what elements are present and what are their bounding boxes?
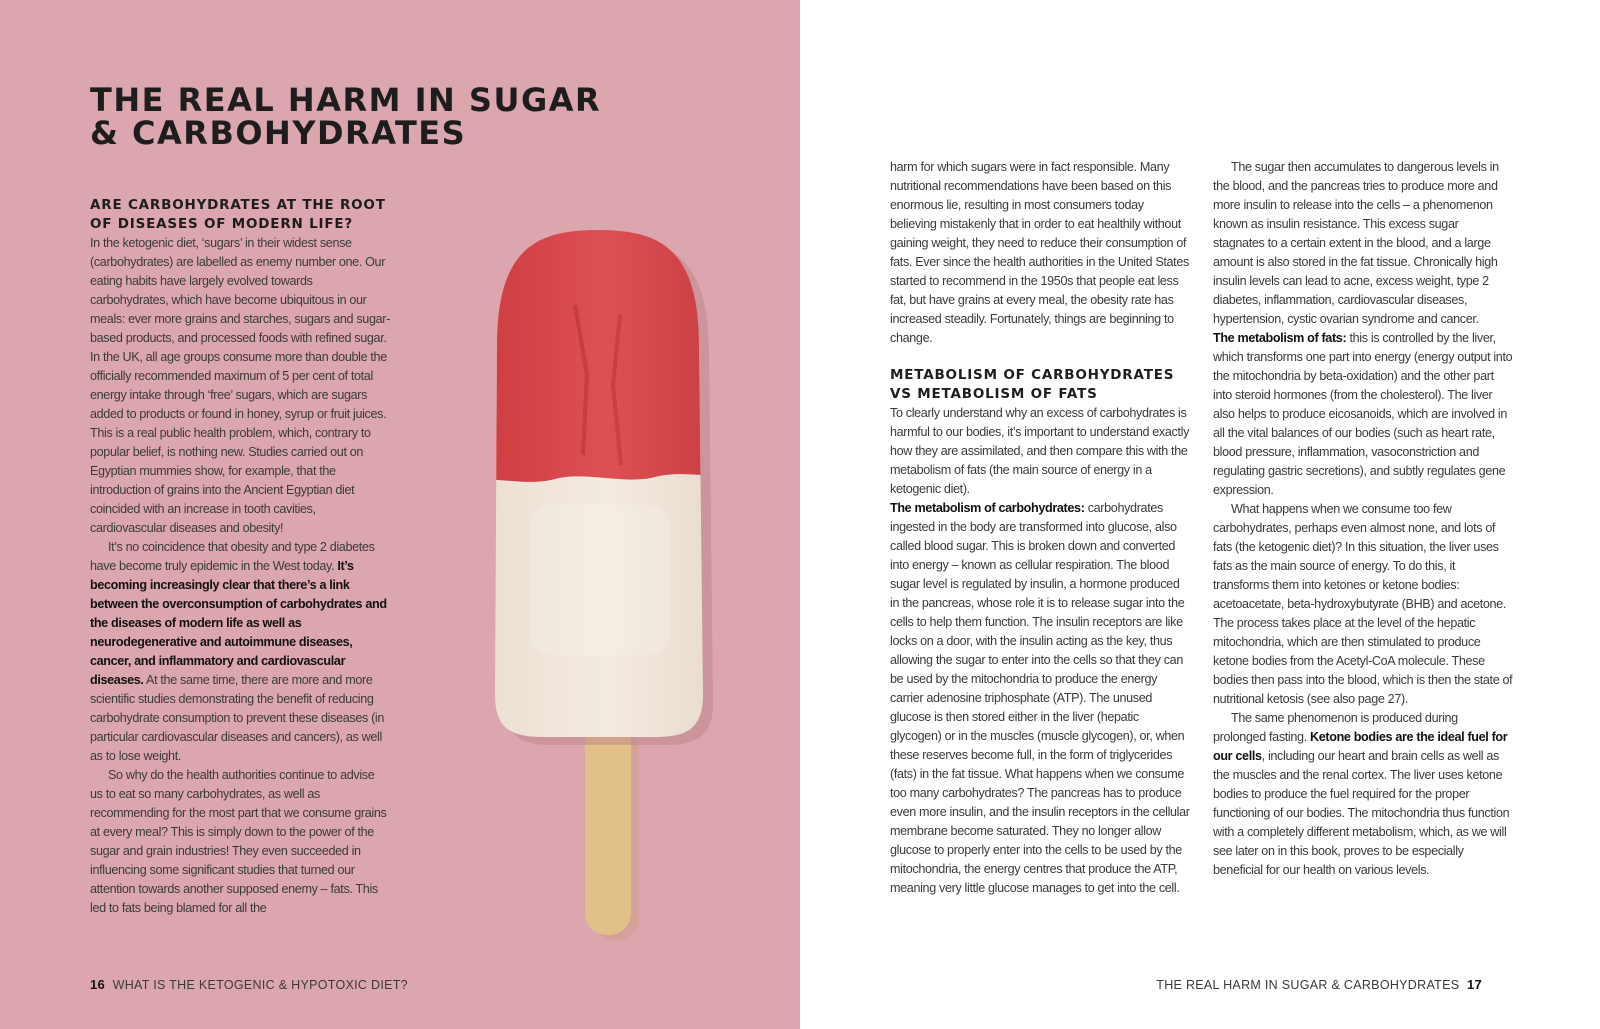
paragraph-text: It’s no coincidence that obesity and type 2 diabetes have become truly epidemic in the West today. [90,540,375,573]
bold-emphasis: The metabolism of fats: [1213,331,1347,345]
left-text-column [90,196,390,918]
section-subhead-metabolism: METABOLISM OF CARBOHYDRATES VS METABOLISM OF FATS [890,367,1175,402]
paragraph [90,538,390,766]
title-line-2: & CARBOHYDRATES [90,114,467,152]
paragraph [890,499,1190,898]
page-number-right: 17 [1466,977,1482,992]
section-subhead-carbohydrates-root: ARE CARBOHYDRATES AT THE ROOT OF DISEASES OF MODERN LIFE? [90,197,386,232]
paragraph-text: The same phenomenon is produced during prolonged fasting. [1213,711,1458,744]
running-head-right: THE REAL HARM IN SUGAR & CARBOHYDRATES [1156,978,1460,992]
bold-emphasis: The metabolism of carbohydrates: [890,501,1085,515]
footer-right [1156,977,1482,992]
paragraph: So why do the health authorities continue to advise us to eat so many carbohydrates, as well as recommending for the most part that we consume grains at every meal? This is simply down to the power of the sugar and grain industries! They even succeeded in influencing some significant studies that turned our attention towards another supposed enemy – fats. This led to fats being blamed for all the [90,768,387,915]
bold-emphasis: Ketone bodies are the ideal fuel for our cells [1213,730,1508,763]
paragraph: To clearly understand why an excess of carbohydrates is harmful to our bodies, it’s important to understand exactly how they are assimilated, and then compare this with the metabolism of fats (the main source of energy in a ketogenic diet). [890,406,1190,496]
paragraph: harm for which sugars were in fact responsible. Many nutritional recommendations have been based on this enormous lie, resulting in most consumers today believing mistakenly that in order to eat healthily without gaining weight, they need to reduce their consumption of fats. Ever since the health authorities in the United States started to recommend in the 1950s that people eat less fat, but have grains at every meal, the obesity rate has increased steadily. Fortunately, things are beginning to change. [890,160,1189,345]
popsicle-icon [455,225,755,965]
page-number-left: 16 [90,977,106,992]
paragraph: In the ketogenic diet, ‘sugars’ in their widest sense (carbohydrates) are labelled as enemy number one. Our eating habits have largely evolved towards carbohydrates, which have become ubiquitous in our meals: ever more grains and starches, sugars and sugar-based products, and processed foods with refined sugar. In the UK, all age groups consume more than double the officially recommended maximum of 5 per cent of total energy intake through ‘free’ sugars, which are sugars added to products or found in honey, syrup or fruit juices. This is a real public health problem, which, contrary to popular belief, is nothing new. Studies carried out on Egyptian mummies show, for example, that the introduction of grains into the Ancient Egyptian diet coincided with an increase in tooth cavities, cardiovascular diseases and obesity! [90,236,390,535]
running-head-left: WHAT IS THE KETOGENIC & HYPOTOXIC DIET? [112,978,408,992]
title-line-1: THE REAL HARM IN SUGAR [90,81,602,119]
paragraph [1213,329,1513,500]
footer-left [90,977,408,992]
paragraph: The sugar then accumulates to dangerous levels in the blood, and the pancreas tries to produce more and more insulin to release into the cells – a phenomenon known as insulin resistance. This excess sugar stagnates to a certain extent in the blood, and a large amount is also stored in the fat tissue. Chronically high insulin levels can lead to acne, excess weight, type 2 diabetes, inflammation, cardiovascular diseases, hypertension, cystic ovarian syndrome and cancer. [1213,160,1499,326]
middle-text-column [890,158,1190,898]
paragraph-text: , including our heart and brain cells as well as the muscles and the renal cortex. The liver uses ketone bodies to produce the fuel required for the proper functioning of our bodies. The mitochondria thus function with a completely different metabolism, which, as we will see later on in this book, proves to be especially beneficial for our health on various levels. [1213,749,1510,877]
paragraph-text: carbohydrates ingested in the body are transformed into glucose, also called blood sugar. This is broken down and converted into energy – known as cellular respiration. The blood sugar level is regulated by insulin, a hormone produced in the pancreas, whose role it is to release sugar into the cells to help them function. The insulin receptors are like locks on a door, with the insulin acting as the key, thus allowing the sugar to enter into the cells so that they can be used by the mitochondria to produce the energy carrier adenosine triphosphate (ATP). The unused glucose is then stored either in the liver (hepatic glycogen) or in the muscles (muscle glycogen), or, when these reserves become full, in the form of triglycerides (fats) in the fat tissue. What happens when we consume too many carbohydrates? The pancreas has to produce even more insulin, and the insulin receptors in the cellular membrane become saturated. They no longer allow glucose to properly enter into the cells to be used by the mitochondria, the energy centres that produce the ATP, meaning very little glucose manages to get into the cell. [890,501,1190,895]
right-text-column [1213,158,1513,880]
bold-emphasis: It’s becoming increasingly clear that there’s a link between the overconsumption of carbohydrates and the diseases of modern life as well as neurodegenerative and autoimmune diseases, cancer, and inflammatory and cardiovascular diseases. [90,559,387,687]
page-title [90,81,602,152]
paragraph [1213,709,1513,880]
paragraph: What happens when we consume too few carbohydrates, perhaps even almost none, and lots of fats (the ketogenic diet)? In this situation, the liver uses fats as the main source of energy. To do this, it transforms them into ketones or ketone bodies: acetoacetate, beta-hydroxybutyrate (BHB) and acetone. The process takes place at the level of the hepatic mitochondria, which are then stimulated to produce ketone bodies from the Acetyl-CoA molecule. These bodies then pass into the blood, which is then the state of nutritional ketosis (see also page 27). [1213,502,1513,706]
paragraph-text: this is controlled by the liver, which transforms one part into energy (energy output into the mitochondria by beta-oxidation) and the other part into steroid hormones (from the cholesterol). The liver also helps to produce eicosanoids, which are involved in all the vital balances of our bodies (such as heart rate, blood pressure, inflammation, vasoconstriction and regulating gastric secretions), and subtly regulates gene expression. [1213,331,1513,497]
paragraph-text: At the same time, there are more and more scientific studies demonstrating the benefit of reducing carbohydrate consumption to prevent these diseases (in particular cardiovascular diseases and cancers), as well as to lose weight. [90,673,385,763]
